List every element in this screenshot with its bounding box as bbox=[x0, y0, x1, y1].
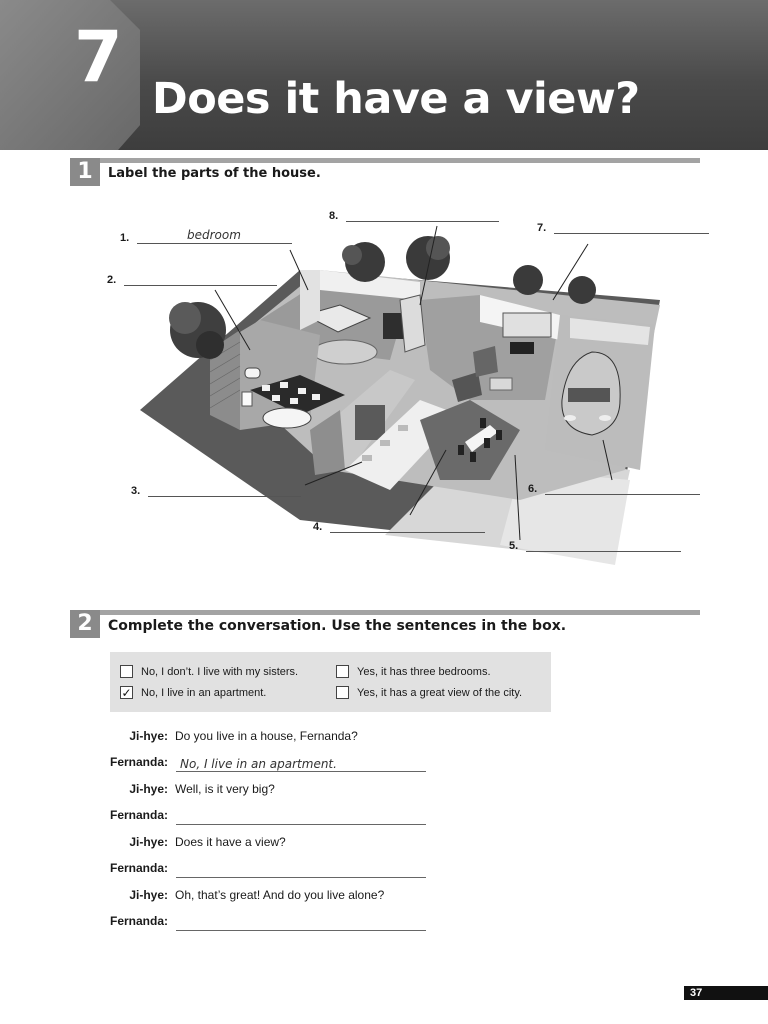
label-5-blank[interactable] bbox=[526, 537, 681, 552]
label-8 bbox=[329, 210, 338, 222]
label-7-number: 7. bbox=[537, 222, 547, 234]
label-8-blank[interactable] bbox=[346, 207, 499, 222]
exercise-1-header bbox=[70, 158, 700, 186]
label-3-blank[interactable] bbox=[148, 482, 301, 497]
dialogue-line-3 bbox=[0, 782, 768, 802]
label-5 bbox=[509, 540, 518, 552]
speaker: Fernanda: bbox=[109, 914, 168, 928]
label-1-answer: bedroom bbox=[187, 228, 241, 242]
speech: Do you live in a house, Fernanda? bbox=[175, 729, 358, 743]
speech: Well, is it very big? bbox=[175, 782, 275, 796]
option-1[interactable] bbox=[120, 665, 298, 678]
option-2-text: Yes, it has three bedrooms. bbox=[357, 665, 491, 678]
exercise-2-instruction: Complete the conversation. Use the sentences in the box. bbox=[108, 618, 567, 634]
option-4-checkbox[interactable] bbox=[336, 686, 349, 699]
label-7-blank[interactable] bbox=[554, 219, 709, 234]
label-1-number: 1. bbox=[120, 232, 130, 244]
label-4 bbox=[313, 521, 322, 533]
exercise-2-header bbox=[70, 610, 700, 638]
answer-blank-4[interactable] bbox=[176, 914, 426, 931]
sentence-box bbox=[110, 652, 551, 712]
unit-number: 7 bbox=[74, 16, 123, 98]
speaker: Fernanda: bbox=[109, 755, 168, 769]
label-2-number: 2. bbox=[107, 274, 117, 286]
exercise-1-number: 1 bbox=[70, 158, 100, 186]
label-1-blank[interactable] bbox=[137, 229, 292, 244]
option-4-text: Yes, it has a great view of the city. bbox=[357, 686, 523, 699]
label-3-number: 3. bbox=[131, 485, 141, 497]
dialogue-line-2 bbox=[0, 755, 768, 775]
label-1 bbox=[120, 228, 241, 244]
label-6-blank[interactable] bbox=[545, 480, 700, 495]
dialogue-line-4 bbox=[0, 808, 768, 828]
label-6-number: 6. bbox=[528, 483, 538, 495]
speech: Does it have a view? bbox=[175, 835, 286, 849]
exercise-2-rule bbox=[100, 610, 700, 615]
speaker: Fernanda: bbox=[109, 808, 168, 822]
label-7 bbox=[537, 222, 546, 234]
label-2-blank[interactable] bbox=[124, 271, 277, 286]
label-4-blank[interactable] bbox=[330, 518, 485, 533]
option-3-text: No, I live in an apartment. bbox=[141, 686, 267, 699]
option-1-checkbox[interactable] bbox=[120, 665, 133, 678]
label-3 bbox=[131, 485, 140, 497]
option-3-checkbox[interactable]: ✓ bbox=[121, 686, 132, 700]
exercise-1-rule bbox=[100, 158, 700, 163]
exercise-2-number: 2 bbox=[70, 610, 100, 638]
unit-title: Does it have a view? bbox=[152, 74, 640, 124]
dialogue-line-6 bbox=[0, 861, 768, 881]
exercise-1-instruction: Label the parts of the house. bbox=[108, 166, 321, 181]
dialogue-line-8 bbox=[0, 914, 768, 934]
dialogue-line-7 bbox=[0, 888, 768, 908]
unit-header bbox=[0, 0, 768, 150]
answer-blank-2[interactable] bbox=[176, 808, 426, 825]
label-4-number: 4. bbox=[313, 521, 323, 533]
speaker: Fernanda: bbox=[109, 861, 168, 875]
label-5-number: 5. bbox=[509, 540, 519, 552]
speaker: Ji-hye: bbox=[129, 729, 168, 743]
option-4[interactable] bbox=[336, 686, 522, 699]
speech: Oh, that’s great! And do you live alone? bbox=[175, 888, 385, 902]
answer-blank-1[interactable] bbox=[176, 755, 426, 772]
option-3[interactable] bbox=[120, 686, 266, 699]
option-2-checkbox[interactable] bbox=[336, 665, 349, 678]
handwritten-answer: No, I live in an apartment. bbox=[180, 757, 337, 771]
label-2 bbox=[107, 274, 116, 286]
option-1-text: No, I don’t. I live with my sisters. bbox=[141, 665, 299, 678]
speaker: Ji-hye: bbox=[129, 888, 168, 902]
label-8-number: 8. bbox=[329, 210, 339, 222]
page-number: 37 bbox=[684, 986, 768, 1000]
dialogue-line-1 bbox=[0, 729, 768, 749]
speaker: Ji-hye: bbox=[129, 835, 168, 849]
label-6 bbox=[528, 483, 537, 495]
option-2[interactable] bbox=[336, 665, 491, 678]
speaker: Ji-hye: bbox=[129, 782, 168, 796]
dialogue-line-5 bbox=[0, 835, 768, 855]
answer-blank-3[interactable] bbox=[176, 861, 426, 878]
